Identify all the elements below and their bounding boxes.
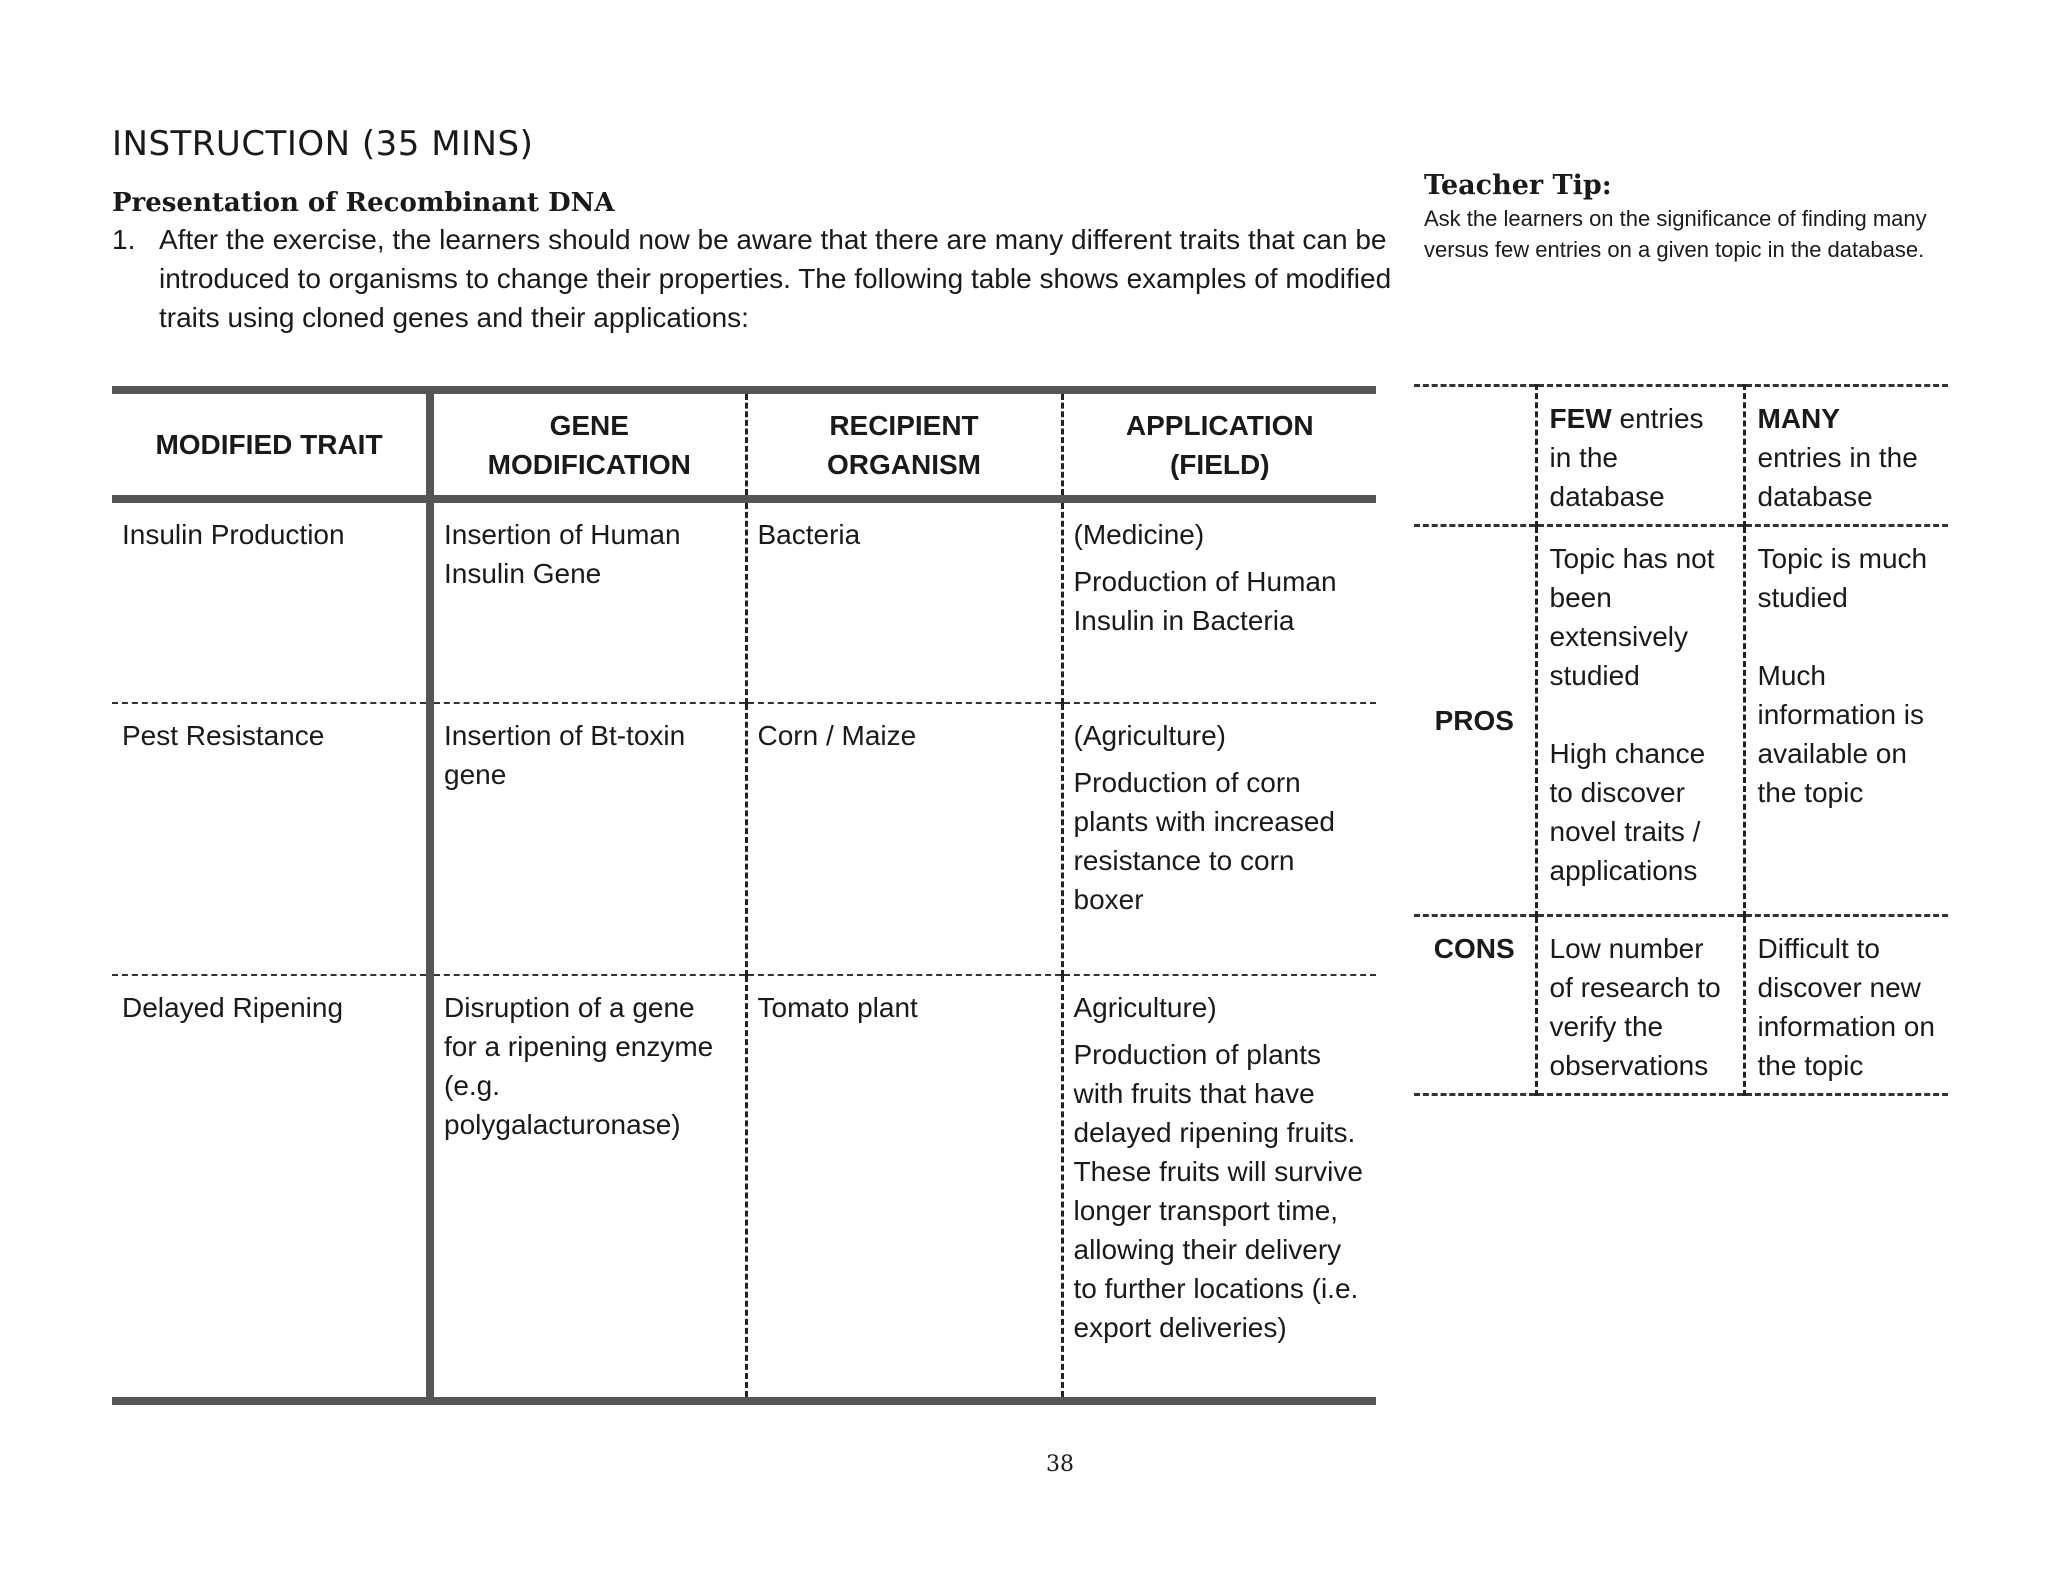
section-title: INSTRUCTION (35 MINS)	[112, 124, 534, 164]
table-row	[112, 499, 1376, 703]
cell-trait: Insulin Production	[112, 499, 430, 703]
intro-number: 1.	[112, 224, 136, 255]
pros-many-point-1: Topic is much studied	[1757, 543, 1928, 613]
pros-label: PROS	[1434, 705, 1514, 736]
cell-field: Agriculture)	[1073, 992, 1217, 1023]
cons-few-cell: Low number of research to verify the observations	[1536, 916, 1744, 1095]
pros-few-point-2: High chance to discover novel traits / applications	[1549, 738, 1706, 886]
pros-many-cell	[1744, 526, 1948, 916]
header-gene-modification	[430, 390, 746, 499]
cell-application	[1062, 703, 1376, 975]
cell-trait: Pest Resistance	[112, 703, 430, 975]
cell-trait: Delayed Ripening	[112, 975, 430, 1401]
header-few-entries	[1536, 386, 1744, 526]
table-header-row	[112, 390, 1376, 499]
cell-organism: Corn / Maize	[746, 703, 1062, 975]
header-application-field	[1062, 390, 1376, 499]
pros-cons-table	[1414, 384, 1948, 1096]
many-label-rest: entries in the database	[1757, 442, 1918, 512]
cell-application-text: Production of corn plants with increased resistance to corn boxer	[1073, 767, 1335, 915]
many-label: MANY	[1757, 403, 1840, 434]
cell-application-text: Production of Human Insulin in Bacteria	[1073, 566, 1337, 636]
cell-organism: Tomato plant	[746, 975, 1062, 1401]
cell-field: (Agriculture)	[1073, 720, 1226, 751]
pros-cons-header-row	[1414, 386, 1948, 526]
cell-application	[1062, 499, 1376, 703]
intro-paragraph	[112, 220, 1392, 337]
pros-many-point-2: Much information is available on the topic	[1757, 660, 1925, 808]
pros-few-cell	[1536, 526, 1744, 916]
cell-gene: Insertion of Bt-toxin gene	[430, 703, 746, 975]
few-label-rest: entries in the database	[1549, 403, 1704, 512]
subheading: Presentation of Recombinant DNA	[112, 188, 615, 218]
teacher-tip	[1424, 170, 1944, 265]
header-many-entries	[1744, 386, 1948, 526]
cell-application	[1062, 975, 1376, 1401]
cons-many-cell: Difficult to discover new information on the topic	[1744, 916, 1948, 1095]
few-label: FEW	[1549, 403, 1612, 434]
header-modified-trait: MODIFIED TRAIT	[112, 390, 430, 499]
table-row	[112, 703, 1376, 975]
header-application-field-label: APPLICATION (FIELD)	[1125, 409, 1314, 480]
teacher-tip-title: Teacher Tip:	[1424, 170, 1612, 201]
cell-gene: Disruption of a gene for a ripening enzyme (e.g. polygalacturonase)	[430, 975, 746, 1401]
pros-few-point-1: Topic has not been extensively studied	[1549, 543, 1715, 691]
pros-row	[1414, 526, 1948, 916]
cell-application-text: Production of plants with fruits that have delayed ripening fruits. These fruits will survive longer transport time, allowing their delivery to further locations (i.e. export deliveries)	[1073, 1039, 1363, 1343]
intro-text: After the exercise, the learners should now be aware that there are many different traits that can be introduced to organisms to change their properties. The following table shows examples of modified traits using cloned genes and their applications:	[159, 224, 1392, 333]
cons-label: CONS	[1433, 933, 1515, 964]
modified-traits-table	[112, 386, 1376, 1405]
header-recipient-organism-label: RECIPIENT ORGANISM	[827, 409, 981, 480]
pros-cons-corner	[1414, 386, 1536, 526]
table-row	[112, 975, 1376, 1401]
cell-gene: Insertion of Human Insulin Gene	[430, 499, 746, 703]
header-gene-modification-label: GENE MODIFICATION	[487, 409, 691, 480]
cell-field: (Medicine)	[1073, 519, 1205, 550]
header-recipient-organism	[746, 390, 1062, 499]
cons-row	[1414, 916, 1948, 1095]
teacher-tip-body: Ask the learners on the significance of finding many versus few entries on a given topic in the database.	[1424, 206, 1927, 262]
page-number: 38	[1046, 1452, 1074, 1477]
cell-organism: Bacteria	[746, 499, 1062, 703]
